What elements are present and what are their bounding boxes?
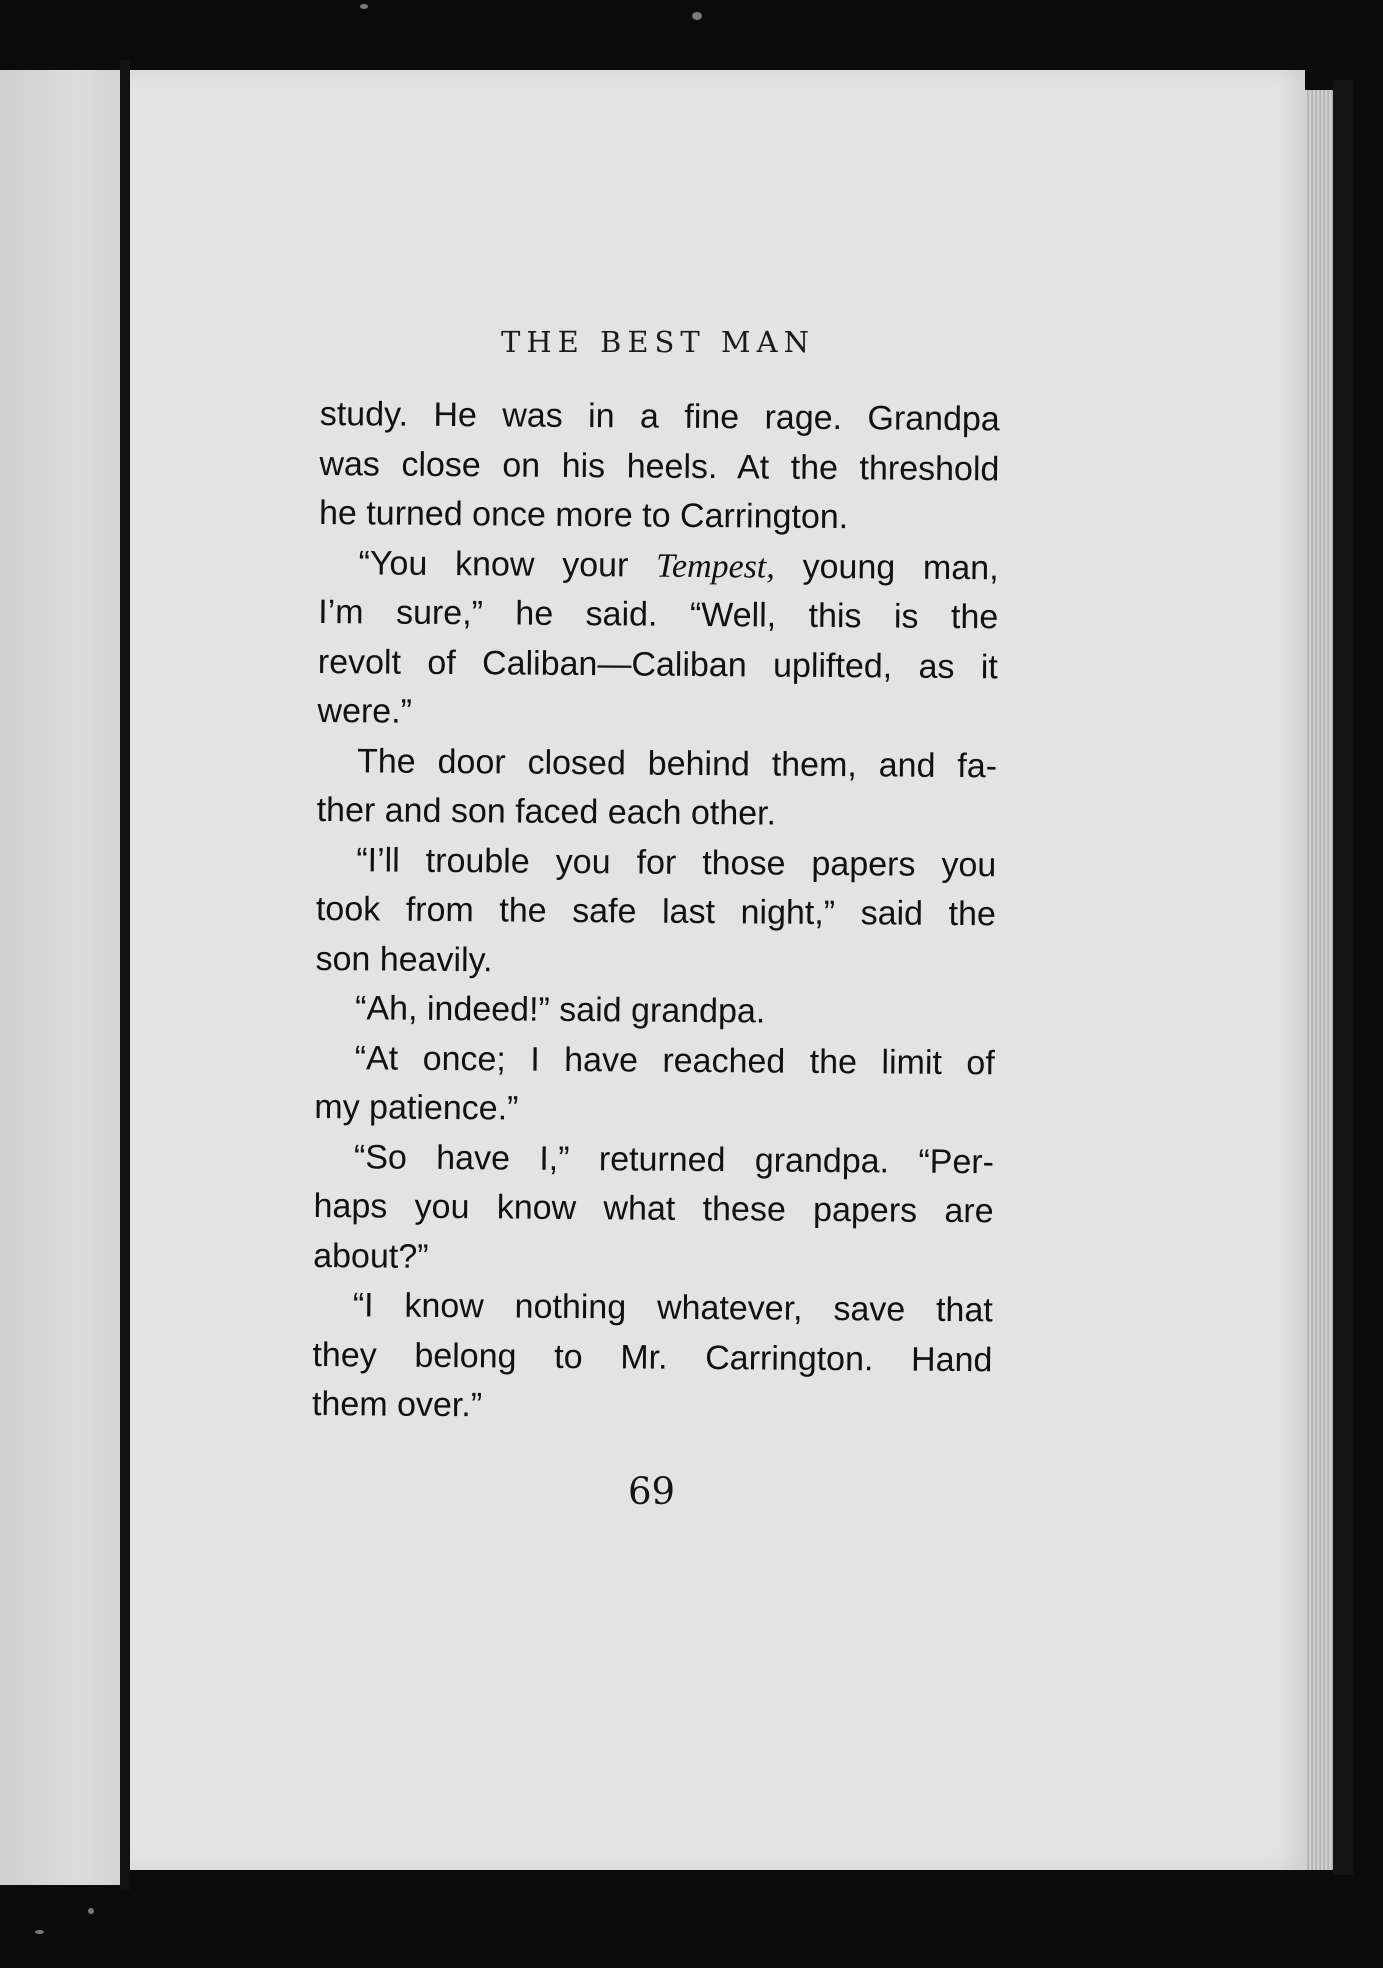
dust-speck bbox=[692, 12, 702, 20]
text-line: haps you know what these papers are bbox=[313, 1186, 994, 1231]
book-spine bbox=[120, 60, 130, 1890]
page-edge bbox=[1305, 90, 1333, 1870]
text-line: son heavily. bbox=[315, 939, 493, 979]
text-line: revolt of Caliban—Caliban uplifted, as it bbox=[317, 642, 998, 686]
text-line: The door closed behind them, and fa- bbox=[356, 741, 998, 785]
page-edge-dark bbox=[1333, 80, 1353, 1875]
dust-speck bbox=[360, 4, 368, 9]
text-line: he turned once more to Carrington. bbox=[318, 493, 849, 537]
left-page bbox=[0, 70, 128, 1885]
page-number: 69 bbox=[628, 1470, 676, 1513]
text-fragment: “You know your bbox=[358, 543, 657, 585]
text-fragment: young man, bbox=[774, 547, 999, 587]
text-line: “At once; I have reached the limit of bbox=[354, 1038, 995, 1082]
text-line: “Ah, indeed!” said grandpa. bbox=[354, 989, 766, 1031]
dust-speck bbox=[88, 1908, 94, 1914]
text-line: study. He was in a fine rage. Grandpa bbox=[319, 394, 1000, 439]
text-line: my patience.” bbox=[314, 1087, 519, 1128]
text-line: ther and son faced each other. bbox=[316, 790, 777, 833]
text-line: I’m sure,” he said. “Well, this is the bbox=[318, 592, 999, 637]
dust-speck bbox=[35, 1930, 44, 1934]
body-text bbox=[312, 390, 1000, 1435]
text-line: they belong to Mr. Carrington. Hand bbox=[312, 1335, 993, 1379]
text-line: “So have I,” returned grandpa. “Per- bbox=[353, 1137, 995, 1181]
text-line bbox=[318, 538, 998, 593]
text-line: them over.” bbox=[311, 1384, 483, 1425]
text-line: were.” bbox=[317, 691, 413, 731]
text-line: “I know nothing whatever, save that bbox=[352, 1286, 993, 1330]
italic-title: Tempest, bbox=[656, 547, 775, 586]
text-line: took from the safe last night,” said the bbox=[315, 889, 997, 934]
text-line: “I’ll trouble you for those papers you bbox=[356, 840, 997, 884]
text-line: about?” bbox=[313, 1236, 429, 1276]
text-line: was close on his heels. At the threshold bbox=[319, 444, 1000, 488]
running-head: THE BEST MAN bbox=[501, 325, 815, 359]
